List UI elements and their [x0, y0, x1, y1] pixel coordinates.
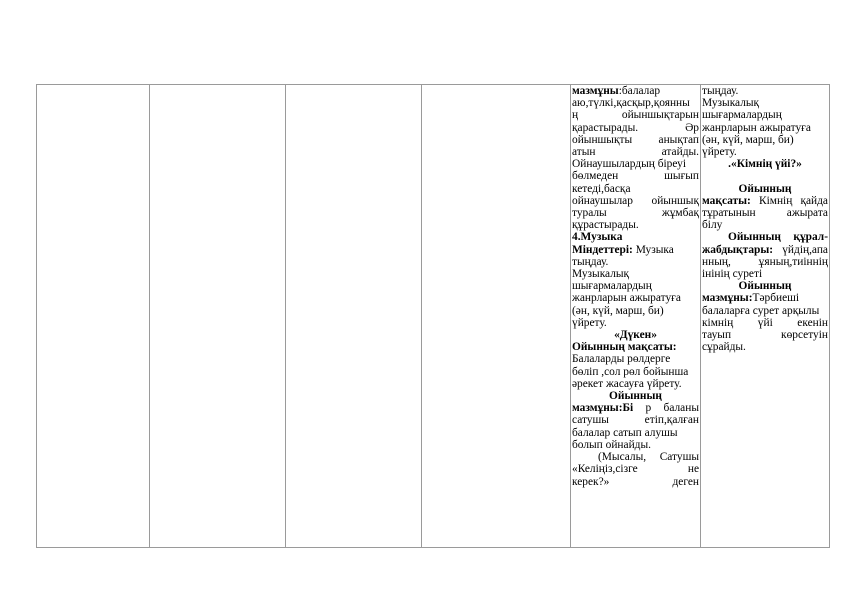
- text-line: [702, 341, 828, 353]
- text: шығармалардың: [572, 280, 652, 293]
- text-line: [572, 183, 699, 195]
- text-line: [572, 476, 699, 488]
- text: аю,түлкі,қасқыр,қоянны: [572, 97, 690, 110]
- text: құрастырады.: [572, 219, 639, 232]
- text-line: [702, 219, 828, 231]
- column-divider-4: [570, 84, 571, 548]
- table-cell-column-5: [572, 85, 699, 547]
- text: жұмбақ: [661, 207, 699, 220]
- bold-text: Міндеттері:: [572, 243, 633, 256]
- table-cell-column-6: [702, 85, 828, 547]
- text-line: [702, 158, 828, 170]
- text-line: [572, 134, 699, 146]
- text-line: [572, 402, 699, 414]
- bold-text: 4.Музыка: [572, 231, 623, 244]
- text: тыңдау.: [572, 255, 609, 268]
- text: көрсетуін: [781, 329, 828, 342]
- text: үйрету.: [572, 316, 607, 329]
- text: тауып: [702, 329, 732, 342]
- text-line: [572, 341, 699, 353]
- table-right-border: [829, 84, 830, 548]
- text: ойыншықты: [572, 133, 633, 146]
- text: не: [687, 463, 699, 476]
- text-line: [572, 231, 699, 243]
- text-line: [702, 305, 828, 317]
- text: Балаларды рөлдерге: [572, 353, 671, 366]
- text-line: [702, 170, 828, 182]
- text: жанрларын ажыратуға: [572, 292, 681, 305]
- text: тұратынын: [702, 207, 756, 220]
- text: (ән, күй, марш, би): [572, 304, 664, 317]
- bold-text: мазмұны: [572, 85, 619, 97]
- text: Тәрбиеші: [752, 292, 800, 305]
- bold-text: мазмұны:Бі: [572, 402, 634, 415]
- text: болып ойнайды.: [572, 438, 651, 451]
- text: жанрларын ажыратуға: [702, 121, 811, 134]
- text-line: [572, 378, 699, 390]
- text-line: [702, 268, 828, 280]
- text: туралы: [572, 207, 607, 220]
- text: Музыкалық: [702, 97, 760, 110]
- text: «Келіңіз,сізге: [572, 463, 638, 476]
- text-line: [572, 329, 699, 341]
- column-divider-5: [700, 84, 701, 548]
- bold-text: құрал-: [793, 231, 828, 244]
- text-line: [572, 97, 699, 109]
- text: тыңдау.: [702, 85, 739, 97]
- text-line: [572, 244, 699, 256]
- text-line: [702, 85, 828, 97]
- text: бөлмеден: [572, 170, 619, 183]
- text-line: [572, 146, 699, 158]
- text-line: [702, 256, 828, 268]
- text-line: [702, 231, 828, 243]
- text: шығармалардың: [702, 109, 782, 122]
- text: етіп,қалған: [644, 414, 699, 427]
- bold-text: Ойынның мақсаты:: [572, 341, 677, 354]
- text-line: [572, 305, 699, 317]
- text-line: [572, 414, 699, 426]
- text: сатушы: [572, 414, 609, 427]
- text: інінің суреті: [702, 268, 763, 281]
- text: білу: [702, 219, 723, 232]
- text-line: [702, 97, 828, 109]
- text: (ән, күй, марш, би): [702, 133, 794, 146]
- text: ойыншықтарын: [621, 109, 699, 122]
- text-line: [702, 329, 828, 341]
- text: нның,: [702, 255, 731, 268]
- text: керек?»: [572, 475, 610, 488]
- text-line: [702, 207, 828, 219]
- text: баланы: [663, 402, 699, 415]
- bold-text: жабдықтары:: [702, 243, 774, 256]
- text: анықтап: [658, 133, 699, 146]
- bold-text: мазмұны:: [702, 292, 753, 305]
- text: екенін: [797, 316, 828, 329]
- text-line: [572, 109, 699, 121]
- text: бөліп ,сол рөл бойынша: [572, 365, 689, 378]
- text-line: [572, 292, 699, 304]
- text: Музыка: [632, 243, 674, 256]
- text: үйрету.: [702, 146, 737, 159]
- text: атын: [572, 146, 596, 159]
- text-line: [572, 122, 699, 134]
- bold-text: Ойынның: [728, 231, 781, 244]
- text-line: [702, 146, 828, 158]
- table-bottom-border: [36, 547, 830, 548]
- bold-text: .«Кімнің үйі?»: [728, 158, 802, 171]
- text: қарастырады.: [572, 121, 639, 134]
- bold-text: «Дүкен»: [614, 329, 657, 342]
- text: үйдің,апа: [782, 243, 828, 256]
- text-line: [572, 158, 699, 170]
- text-line: [572, 390, 699, 402]
- text: деген: [672, 475, 699, 488]
- text: үйі: [757, 316, 773, 329]
- text: ұяның,тиіннің: [758, 255, 828, 268]
- text-line: [702, 134, 828, 146]
- text: :балалар: [618, 85, 661, 97]
- text: атайды.: [661, 146, 699, 159]
- text-line: [572, 207, 699, 219]
- text: Кімнің: [758, 194, 793, 207]
- text-line: [572, 280, 699, 292]
- text-line: [572, 268, 699, 280]
- column-divider-2: [285, 84, 286, 548]
- text-line: [702, 292, 828, 304]
- text-line: [702, 280, 828, 292]
- bold-text: мақсаты:: [702, 194, 751, 207]
- text: әрекет жасауға үйрету.: [572, 377, 682, 390]
- bold-text: Ойынның: [609, 390, 662, 403]
- text-line: [572, 317, 699, 329]
- text: кімнің: [702, 316, 734, 329]
- text-line: [702, 109, 828, 121]
- bold-text: Ойынның: [738, 182, 792, 195]
- text-line: [702, 183, 828, 195]
- text-line: [702, 244, 828, 256]
- text: ажырата: [786, 207, 828, 220]
- text-line: [572, 463, 699, 475]
- text-line: [702, 195, 828, 207]
- bold-text: Ойынның: [738, 280, 792, 293]
- text-line: [572, 427, 699, 439]
- table-left-border: [36, 84, 37, 548]
- text-line: [572, 85, 699, 97]
- text: Сатушы: [659, 451, 699, 464]
- text: (Мысалы,: [598, 451, 647, 464]
- text: кетеді,басқа: [572, 182, 631, 195]
- text: балаларға сурет арқылы: [702, 304, 820, 317]
- text: ойыншық: [651, 194, 699, 207]
- text-line: [572, 256, 699, 268]
- text: қайда: [800, 194, 828, 207]
- text: р: [645, 402, 652, 415]
- text: ойнаушылар: [572, 194, 633, 207]
- text-line: [702, 317, 828, 329]
- text: сұрайды.: [702, 341, 746, 354]
- text-line: [572, 439, 699, 451]
- text-line: [572, 451, 699, 463]
- text: Ойнаушылардың біреуі: [572, 158, 686, 171]
- column-divider-1: [149, 84, 150, 548]
- text: балалар сатып алушы: [572, 426, 678, 439]
- column-divider-3: [421, 84, 422, 548]
- text: Әр: [685, 121, 699, 134]
- text-line: [572, 353, 699, 365]
- text: шығып: [664, 170, 699, 183]
- text-line: [572, 195, 699, 207]
- text-line: [572, 170, 699, 182]
- text-line: [702, 122, 828, 134]
- text: ң: [572, 109, 579, 122]
- text-line: [572, 366, 699, 378]
- text: Музыкалық: [572, 268, 630, 281]
- text-line: [572, 219, 699, 231]
